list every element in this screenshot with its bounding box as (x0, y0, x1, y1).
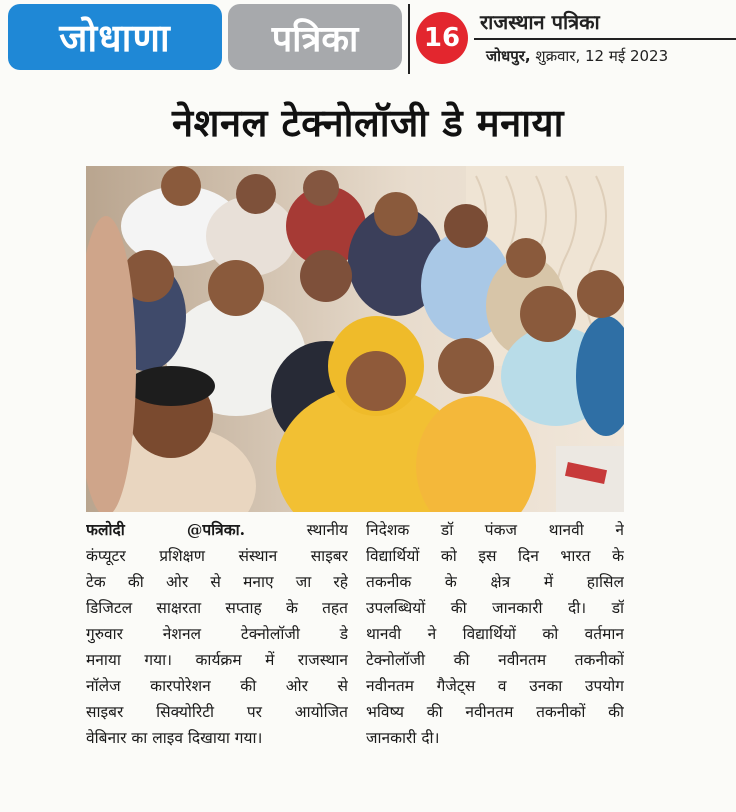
group-photo-icon (86, 166, 624, 512)
body-line: टेक की ओर से मनाए जा रहे (86, 573, 348, 591)
body-line: कंप्यूटर प्रशिक्षण संस्थान साइबर (86, 547, 348, 565)
body-line: थानवी ने विद्यार्थियों को वर्तमान (366, 625, 624, 643)
article-column-2 (366, 517, 624, 751)
article-photo (86, 166, 624, 512)
body-line: गुरुवार नेशनल टेक्नोलॉजी डे (86, 625, 348, 643)
body-line: डिजिटल साक्षरता सप्ताह के तहत (86, 599, 348, 617)
dateline-place: जोधपुर, (486, 47, 531, 65)
body-line: मनाया गया। कार्यक्रम में राजस्थान (86, 651, 348, 669)
brand-patrika: पत्रिका (228, 4, 402, 70)
body-line: भविष्य की नवीनतम तकनीकों की (366, 703, 624, 721)
body-line: साइबर सिक्योरिटी पर आयोजित (86, 703, 348, 721)
newspaper-name: राजस्थान पत्रिका (480, 10, 600, 34)
masthead-divider (408, 4, 410, 74)
body-line: नवीनतम गैजेट्स व उनका उपयोग (366, 677, 624, 695)
first-line-rest: स्थानीय (306, 521, 348, 539)
section-name-jodhana: जोधाणा (8, 4, 222, 70)
body-line: जानकारी दी। (366, 729, 440, 747)
dateline-lead: फलोदी @पत्रिका. (86, 520, 246, 539)
body-line: तकनीक के क्षेत्र में हासिल (366, 573, 624, 591)
page-number-badge: 16 (416, 12, 468, 64)
column-1-first-line (86, 517, 348, 543)
body-line: नॉलेज कारपोरेशन की ओर से (86, 677, 348, 695)
article-column-1 (86, 517, 348, 751)
body-line: वेबिनार का लाइव दिखाया गया। (86, 729, 263, 747)
dateline-date: शुक्रवार, 12 मई 2023 (535, 47, 669, 65)
body-line: विद्यार्थियों को इस दिन भारत के (366, 547, 624, 565)
body-line: टेक्नोलॉजी की नवीनतम तकनीकों (366, 651, 624, 669)
body-line: निदेशक डॉ पंकज थानवी ने (366, 521, 624, 539)
masthead-rule (474, 38, 736, 40)
dateline (486, 46, 734, 66)
article-headline: नेशनल टेक्नोलॉजी डे मनाया (172, 101, 564, 145)
body-line: उपलब्धियों की जानकारी दी। डॉ (366, 599, 624, 617)
